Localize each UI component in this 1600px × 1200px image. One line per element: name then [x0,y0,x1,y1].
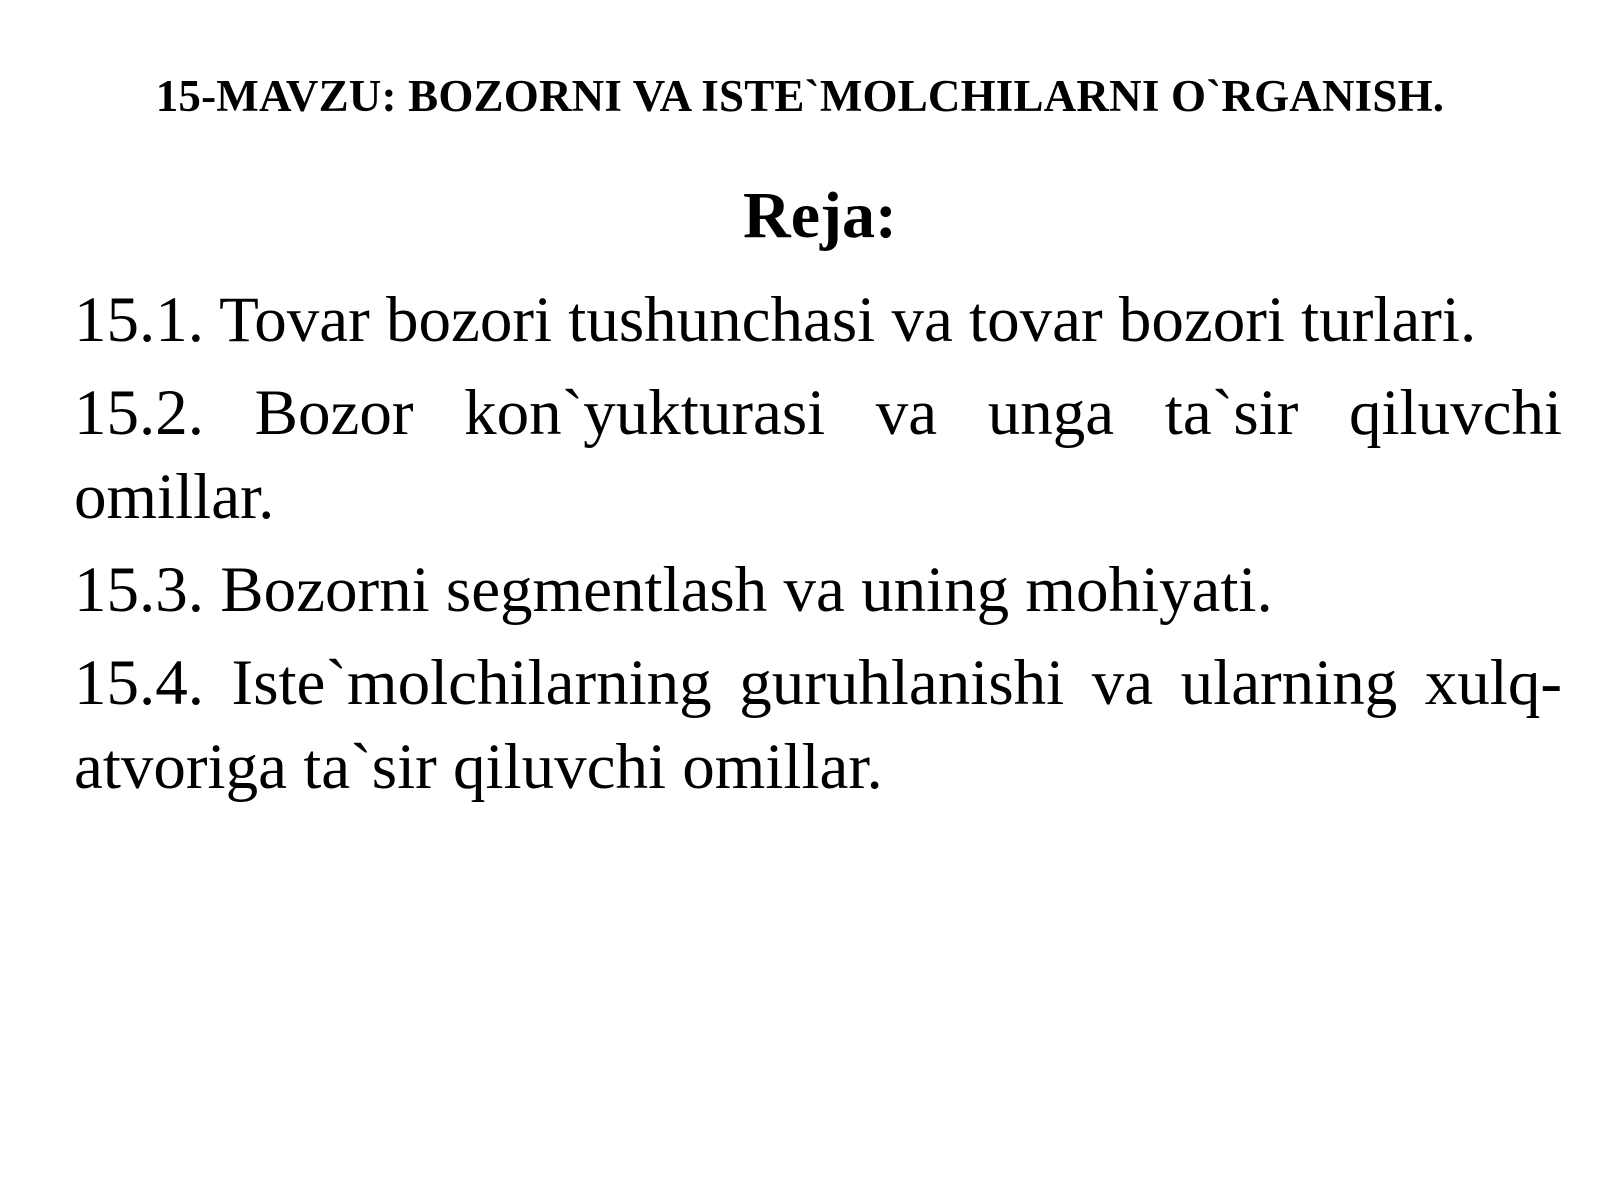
plan-heading: Reja: [743,179,897,252]
plan-item: 15.1. Tovar bozori tushunchasi va tovar bozori turlari. [74,284,1477,356]
page-title: 15-MAVZU: BOZORNI VA ISTE`MOLCHILARNI O`RGANISH. [155,71,1445,121]
plan-item: 15.3. Bozorni segmentlash va uning mohiyati. [74,554,1273,626]
plan-list [74,278,1562,818]
plan-item: 15.2. Bozor kon`yukturasi va unga ta`sir qiluvchi omillar. [74,377,1562,533]
plan-item: 15.4. Iste`molchilarning guruhlanishi va ularning xulq-atvoriga ta`sir qiluvchi omillar. [74,647,1562,803]
